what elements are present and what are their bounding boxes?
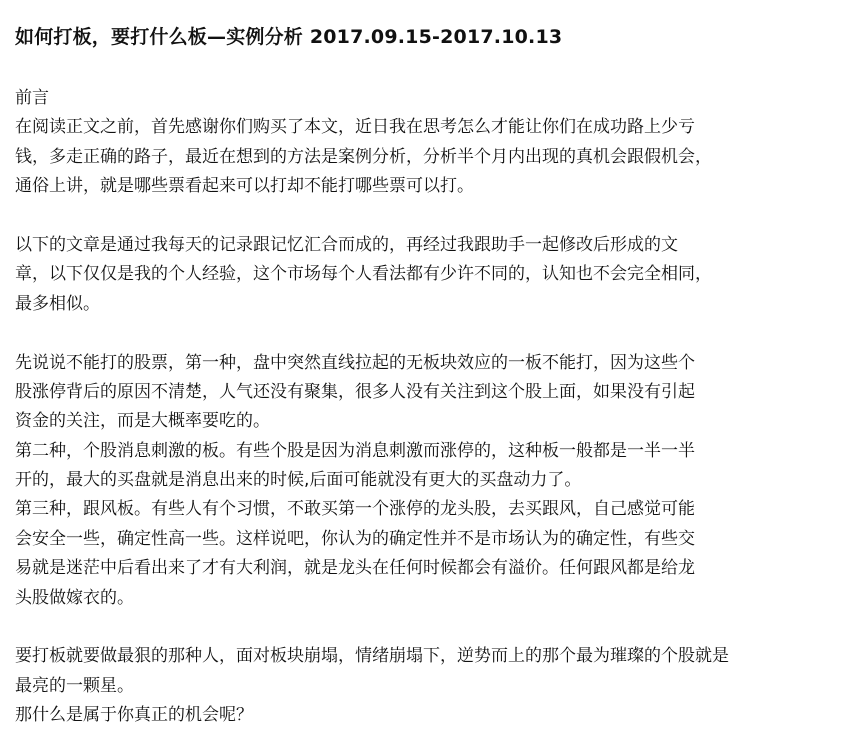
paragraph-line: 资金的关注，而是大概率要吃的。 [15, 411, 270, 432]
paragraph-line: 第三种，跟风板。有些人有个习惯，不敢买第一个涨停的龙头股，去买跟风，自己感觉可能 [15, 499, 695, 520]
article-body [15, 84, 815, 731]
paragraph-line: 会安全一些，确定性高一些。这样说吧，你认为的确定性并不是市场认为的确定性，有些交 [15, 528, 695, 549]
paragraph-spacer [15, 202, 815, 231]
paragraph-line: 要打板就要做最狠的那种人，面对板块崩塌，情绪崩塌下，逆势而上的那个最为璀璨的个股就是 [15, 646, 729, 667]
paragraph-line: 最亮的一颗星。 [15, 675, 134, 696]
paragraph-spacer [15, 613, 815, 642]
paragraph-line: 钱，多走正确的路子，最近在想到的方法是案例分析，分析半个月内出现的真机会跟假机会， [15, 146, 712, 167]
paragraph-line: 开的，最大的买盘就是消息出来的时候,后面可能就没有更大的买盘动力了。 [15, 470, 582, 491]
paragraph-line: 第二种，个股消息刺激的板。有些个股是因为消息刺激而涨停的，这种板一般都是一半一半 [15, 440, 695, 461]
paragraph-line: 易就是迷茫中后看出来了才有大利润，就是龙头在任何时候都会有溢价。任何跟风都是给龙 [15, 558, 695, 579]
paragraph-line: 通俗上讲，就是哪些票看起来可以打却不能打哪些票可以打。 [15, 176, 474, 197]
paragraph-line: 那什么是属于你真正的机会呢？ [15, 705, 253, 726]
paragraph-line: 头股做嫁衣的。 [15, 587, 134, 608]
article-title: 如何打板，要打什么板—实例分析 2017.09.15-2017.10.13 [15, 26, 563, 48]
section-heading-preface: 前言 [15, 88, 49, 108]
paragraph-line: 先说说不能打的股票，第一种，盘中突然直线拉起的无板块效应的一板不能打，因为这些个 [15, 352, 695, 373]
paragraph-line: 以下的文章是通过我每天的记录跟记忆汇合而成的，再经过我跟助手一起修改后形成的文 [15, 234, 678, 255]
paragraph-line: 股涨停背后的原因不清楚，人气还没有聚集，很多人没有关注到这个股上面，如果没有引起 [15, 381, 695, 402]
paragraph-line: 在阅读正文之前，首先感谢你们购买了本文，近日我在思考怎么才能让你们在成功路上少亏 [15, 117, 695, 138]
paragraph-line: 章，以下仅仅是我的个人经验，这个市场每个人看法都有少许不同的，认知也不会完全相同， [15, 264, 712, 285]
paragraph-spacer [15, 319, 815, 348]
paragraph-line: 最多相似。 [15, 293, 100, 314]
